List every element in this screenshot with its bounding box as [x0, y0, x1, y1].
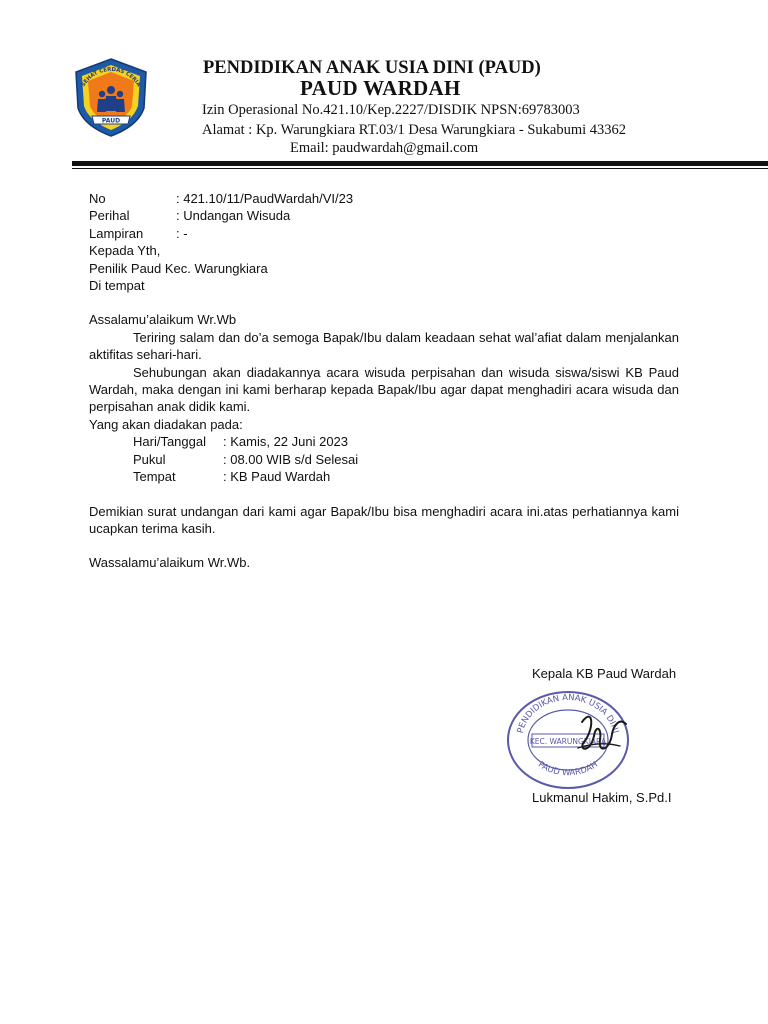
- paud-logo: [66, 56, 156, 138]
- org-email: Email: paudwardah@gmail.com: [290, 140, 479, 156]
- stamp-center-text: KEC. WARUNGKIARA: [529, 737, 607, 746]
- org-type: PENDIDIKAN ANAK USIA DINI (PAUD): [203, 58, 541, 78]
- paragraph-closing: Demikian surat undangan dari kami agar Bapak/Ibu bisa menghadiri acara ini.atas perhatiannya kami ucapkan terima kasih.: [89, 503, 679, 536]
- meta-row-attachment: Lampiran : -: [89, 225, 188, 241]
- paragraph-opening: Teriring salam dan do’a semoga Bapak/Ibu dalam keadaan sehat wal’afiat dalam menjalankan aktifitas sehari-hari.: [89, 329, 679, 363]
- schedule-intro: Yang akan diadakan pada:: [89, 416, 243, 432]
- closing-greeting: Wassalamu’alaikum Wr.Wb.: [89, 555, 251, 571]
- org-license: Izin Operasional No.421.10/Kep.2227/DISDIK NPSN:69783003: [202, 102, 580, 118]
- header-divider-thin: [72, 168, 768, 169]
- schedule-row-date: Hari/Tanggal : Kamis, 22 Juni 2023: [133, 434, 349, 450]
- meta-row-number: No : 421.10/11/PaudWardah/VI/23: [89, 191, 354, 206]
- signatory-title: Kepala KB Paud Wardah: [532, 666, 677, 681]
- recipient-line: Penilik Paud Kec. Warungkiara: [89, 260, 268, 276]
- schedule-row-time: Pukul : 08.00 WIB s/d Selesai: [133, 451, 359, 467]
- letter-body: [89, 190, 679, 572]
- header-divider-thick: [72, 161, 768, 166]
- meta-row-subject: Perihal : Undangan Wisuda: [89, 208, 291, 224]
- signatory-name: Lukmanul Hakim, S.Pd.I: [532, 790, 672, 805]
- logo-banner-text: PAUD: [101, 117, 121, 125]
- official-stamp: [498, 684, 638, 790]
- stamp-top-text: PENDIDIKAN ANAK USIA DINI: [515, 692, 621, 735]
- paragraph-invitation: Sehubungan akan diadakannya acara wisuda perpisahan dan wisuda siswa/siswi KB Paud Wardah, maka dengan ini kami berharap kepada Bapak/Ibu agar dapat menghadiri acara wisuda dan perpisahan anak didik kami.: [89, 364, 679, 415]
- stamp-bottom-text: PAUD WARDAH: [536, 759, 600, 779]
- logo-ring-text: SEHAT CERDAS CERIA: [80, 66, 142, 88]
- org-name: PAUD WARDAH: [300, 76, 461, 100]
- signature-block: [492, 664, 722, 814]
- schedule-row-place: Tempat : KB Paud Wardah: [133, 469, 331, 485]
- org-address: Alamat : Kp. Warungkiara RT.03/1 Desa Warungkiara - Sukabumi 43362: [202, 122, 627, 138]
- recipient-line: Kepada Yth,: [89, 243, 161, 259]
- letterhead: [0, 0, 768, 160]
- greeting: Assalamu’alaikum Wr.Wb: [89, 312, 237, 328]
- recipient-line: Di tempat: [89, 278, 145, 294]
